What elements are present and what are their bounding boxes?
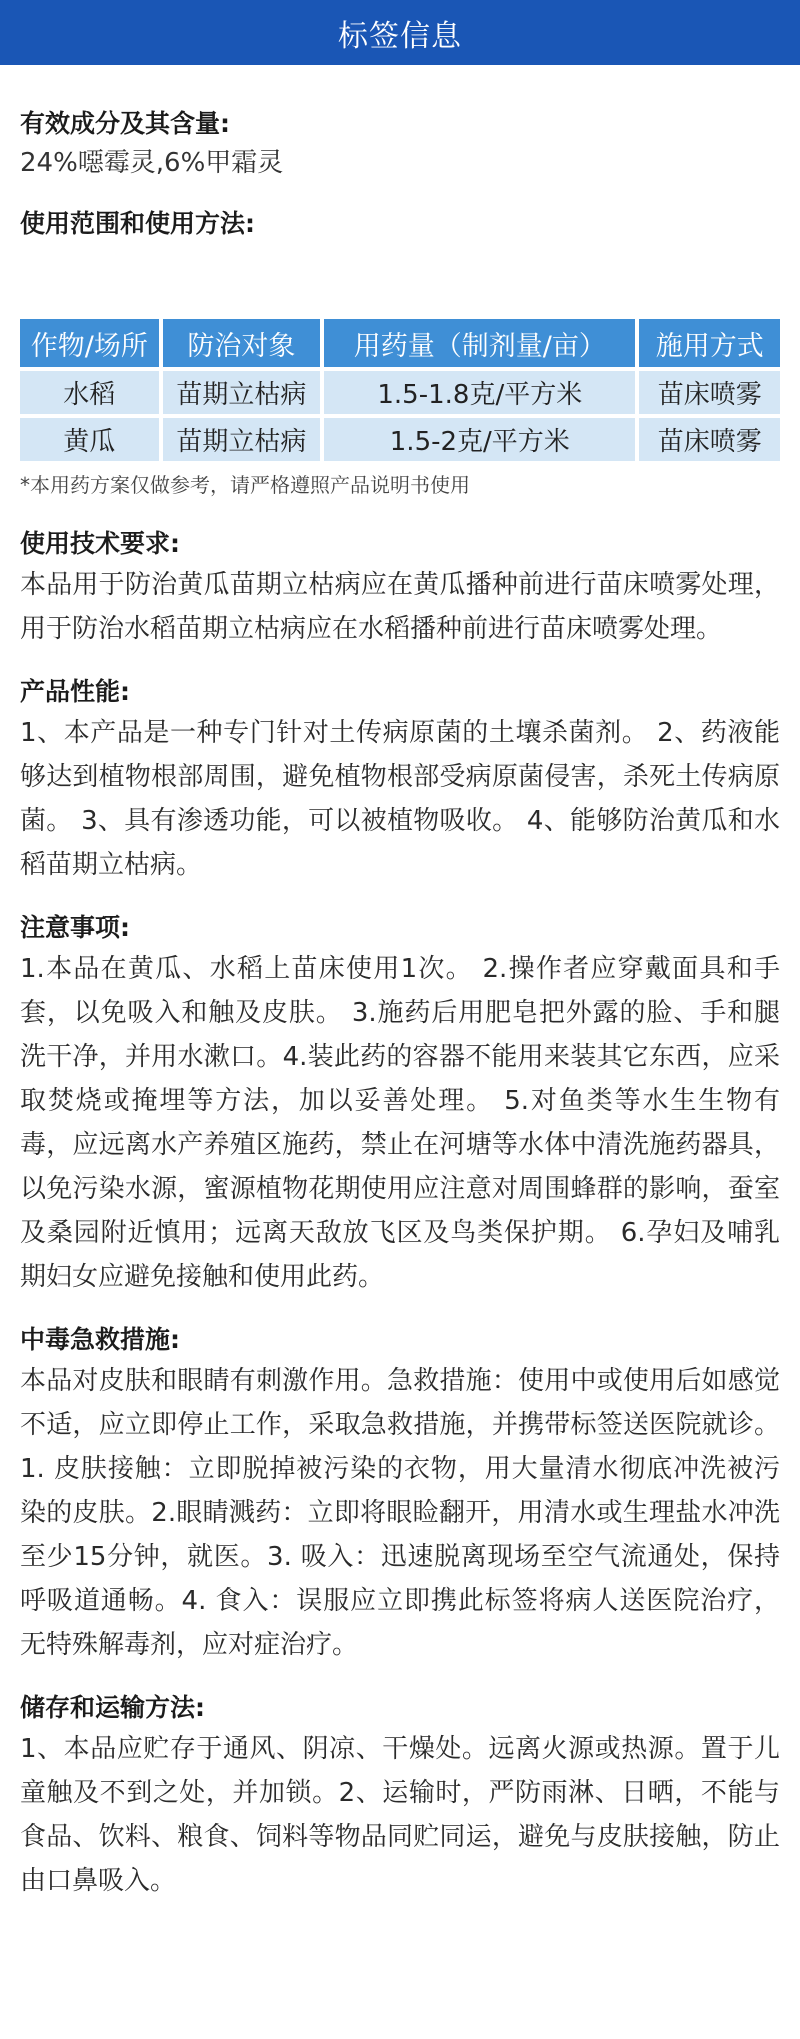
label-content xyxy=(0,65,800,1903)
cell-target: 苗期立枯病 xyxy=(163,371,321,414)
usage-heading: 使用范围和使用方法: xyxy=(20,209,255,238)
cell-dosage: 1.5-1.8克/平方米 xyxy=(324,371,635,414)
firstaid-heading: 中毒急救措施: xyxy=(20,1325,180,1354)
firstaid-body: 本品对皮肤和眼睛有刺激作用。急救措施：使用中或使用后如感觉不适，应立即停止工作，采取急救措施，并携带标签送医院就诊。1. 皮肤接触：立即脱掉被污染的衣物，用大量清水彻底冲洗被污染的皮肤。2.眼睛溅药：立即将眼睑翻开，用清水或生理盐水冲洗至少15分钟，就医。3. 吸入：迅速脱离现场至空气流通处，保持呼吸道通畅。4. 食入：误服应立即携此标签将病人送医院治疗，无特殊解毒剂，应对症治疗。 xyxy=(20,1366,780,1660)
cell-method: 苗床喷雾 xyxy=(639,371,780,414)
page-title: 标签信息 xyxy=(338,18,462,54)
cautions-body: 1.本品在黄瓜、水稻上苗床使用1次。 2.操作者应穿戴面具和手套，以免吸入和触及皮肤。 3.施药后用肥皂把外露的脸、手和腿洗干净，并用水漱口。4.装此药的容器不能用来装其它东西，应采取焚烧或掩埋等方法，加以妥善处理。 5.对鱼类等水生生物有毒，应远离水产养殖区施药，禁止在河塘等水体中清洗施药器具，以免污染水源，蜜源植物花期使用应注意对周围蜂群的影响，蚕室及桑园附近慎用；远离天敌放飞区及鸟类保护期。 6.孕妇及哺乳期妇女应避免接触和使用此药。 xyxy=(20,954,780,1292)
ingredients-section xyxy=(20,105,780,183)
cautions-heading: 注意事项: xyxy=(20,913,130,942)
header-bar xyxy=(0,0,800,65)
usage-section xyxy=(20,205,780,503)
dosage-table xyxy=(16,315,784,465)
col-header-dosage: 用药量（制剂量/亩） xyxy=(324,319,635,367)
ingredients-value: 24%噁霉灵,6%甲霜灵 xyxy=(20,148,284,178)
performance-section xyxy=(20,673,780,887)
performance-body: 1、本产品是一种专门针对土传病原菌的土壤杀菌剂。 2、药液能够达到植物根部周围，避免植物根部受病原菌侵害，杀死土传病原菌。 3、具有渗透功能，可以被植物吸收。 4、能够防治黄瓜和水稻苗期立枯病。 xyxy=(20,718,780,880)
cell-crop: 黄瓜 xyxy=(20,418,159,461)
firstaid-section xyxy=(20,1321,780,1667)
storage-body: 1、本品应贮存于通风、阴凉、干燥处。远离火源或热源。置于儿童触及不到之处，并加锁。2、运输时，严防雨淋、日晒，不能与食品、饮料、粮食、饲料等物品同贮同运，避免与皮肤接触，防止由口鼻吸入。 xyxy=(20,1734,780,1896)
cautions-section xyxy=(20,909,780,1299)
storage-section xyxy=(20,1689,780,1903)
table-row xyxy=(20,371,780,414)
col-header-method: 施用方式 xyxy=(639,319,780,367)
tech-section xyxy=(20,525,780,651)
cell-crop: 水稻 xyxy=(20,371,159,414)
performance-heading: 产品性能: xyxy=(20,677,130,706)
usage-disclaimer: *本用药方案仅做参考，请严格遵照产品说明书使用 xyxy=(20,473,470,497)
col-header-crop: 作物/场所 xyxy=(20,319,159,367)
tech-body: 本品用于防治黄瓜苗期立枯病应在黄瓜播种前进行苗床喷雾处理，用于防治水稻苗期立枯病应在水稻播种前进行苗床喷雾处理。 xyxy=(20,570,780,644)
ingredients-heading: 有效成分及其含量: xyxy=(20,109,230,138)
tech-heading: 使用技术要求: xyxy=(20,529,180,558)
col-header-target: 防治对象 xyxy=(163,319,321,367)
table-row xyxy=(20,418,780,461)
cell-target: 苗期立枯病 xyxy=(163,418,321,461)
cell-method: 苗床喷雾 xyxy=(639,418,780,461)
table-header-row xyxy=(20,319,780,367)
cell-dosage: 1.5-2克/平方米 xyxy=(324,418,635,461)
storage-heading: 储存和运输方法: xyxy=(20,1693,205,1722)
